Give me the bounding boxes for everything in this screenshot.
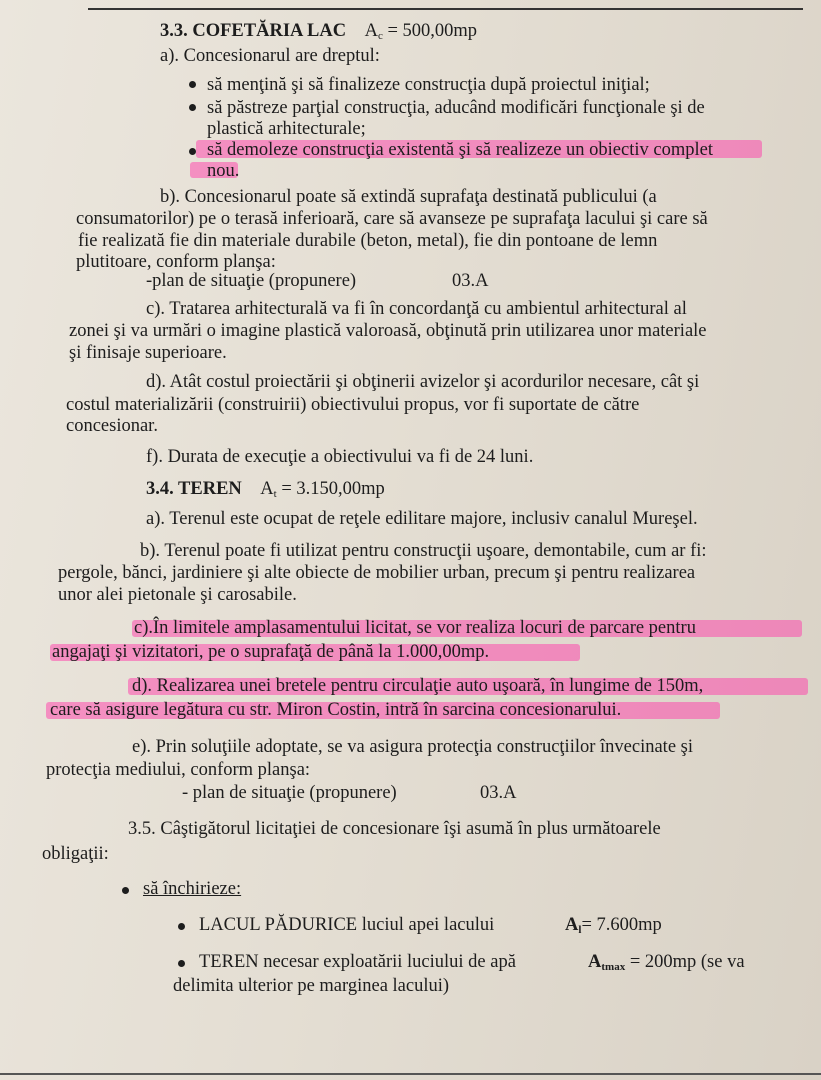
paragraph-line: b). Terenul poate fi utilizat pentru construcţii uşoare, demontabile, cum ar fi:: [140, 541, 707, 561]
rent-item-text: delimita ulterior pe marginea lacului): [173, 976, 450, 996]
bullet-icon: [178, 960, 185, 967]
paragraph-line: angajaţi şi vizitatori, pe o suprafaţă de până la 1.000,00mp.: [52, 642, 490, 662]
rent-item-text: LACUL PĂDURICE luciul apei lacului: [199, 915, 495, 935]
bullet-icon: [189, 148, 196, 155]
bullet-text: să păstreze parţial construcţia, aducând modificări funcţionale şi de: [207, 98, 705, 118]
paragraph-line: 3.5. Câştigătorul licitaţiei de concesionare îşi asumă în plus următoarele: [128, 819, 661, 839]
area-formula: $A_t = 3.150,00mp$: [260, 479, 385, 500]
paragraph-line: şi finisaje superioare.: [69, 343, 227, 363]
paragraph-line: plutitoare, conform planşa:: [76, 252, 276, 272]
paragraph-line: obligaţii:: [42, 844, 109, 864]
paragraph-line: consumatorilor) pe o terasă inferioară, care să avanseze pe suprafaţa lacului şi care să: [76, 209, 708, 229]
paragraph-line: e). Prin soluţiile adoptate, se va asigura protecţia construcţiilor învecinate şi: [132, 737, 693, 757]
bullet-text: plastică arhitecturale;: [207, 119, 366, 139]
section-heading-3-4: 3.4. TEREN $A_t = 3.150,00mp$: [146, 479, 385, 500]
paragraph-line: fie realizată fie din materiale durabile (beton, metal), fie din pontoane de lemn: [78, 231, 658, 251]
area-formula: $A_l= 7.600mp$: [565, 915, 662, 936]
paragraph-line: protecţia mediului, conform planşa:: [46, 760, 311, 780]
top-rule: [88, 8, 803, 10]
paragraph-line: costul materializării (construirii) obiectivului propus, vor fi suportate de către: [66, 395, 640, 415]
paragraph-line: d). Realizarea unei bretele pentru circulaţie auto uşoară, în lungime de 150m,: [132, 676, 704, 696]
bottom-rule: [0, 1073, 821, 1075]
plan-reference: -plan de situaţie (propunere): [146, 271, 357, 291]
plan-code: 03.A: [452, 271, 489, 291]
paragraph-line: a). Terenul este ocupat de reţele edilitare majore, inclusiv canalul Mureşel.: [146, 509, 698, 529]
rent-item-text: TEREN necesar exploatării luciului de apă: [199, 952, 516, 972]
paragraph-line: c).În limitele amplasamentului licitat, se vor realiza locuri de parcare pentru: [134, 618, 696, 638]
paragraph-line: d). Atât costul proiectării şi obţinerii avizelor şi acordurilor necesare, cât şi: [146, 372, 700, 392]
plan-code: 03.A: [480, 783, 517, 803]
section-heading-3-3: 3.3. COFETĂRIA LAC $A_c = 500,00mp$: [160, 21, 478, 42]
bullet-icon: [189, 81, 196, 88]
paragraph-line: zonei şi va urmări o imagine plastică valoroasă, obţinută prin utilizarea unor materiale: [69, 321, 707, 341]
paragraph-line: c). Tratarea arhitecturală va fi în concordanţă cu ambientul arhitectural al: [146, 299, 687, 319]
plan-reference: - plan de situaţie (propunere): [182, 783, 397, 803]
paragraph-line: f). Durata de execuţie a obiectivului va fi de 24 luni.: [146, 447, 534, 467]
rent-heading: să închirieze:: [143, 879, 242, 899]
bullet-icon: [122, 887, 129, 894]
paragraph-line: care să asigure legătura cu str. Miron Costin, intră în sarcina concesionarului.: [50, 700, 622, 720]
paragraph-line: concesionar.: [66, 416, 158, 436]
area-formula: $A_c = 500,00mp$: [364, 21, 478, 42]
bullet-text: să demoleze construcţia existentă şi să realizeze un obiectiv complet: [207, 140, 713, 160]
area-formula: $A_{tmax} = 200mp$ (se va: [588, 952, 745, 973]
bullet-text: nou.: [207, 161, 240, 181]
paragraph-line: pergole, bănci, jardiniere şi alte obiecte de mobilier urban, precum şi pentru realizarea: [58, 563, 696, 583]
paragraph-a-title: a). Concesionarul are dreptul:: [160, 46, 380, 66]
bullet-icon: [178, 923, 185, 930]
paragraph-line: b). Concesionarul poate să extindă suprafaţa destinată publicului (a: [160, 187, 657, 207]
paragraph-line: unor alei pietonale şi carosabile.: [58, 585, 297, 605]
bullet-text: să menţină şi să finalizeze construcţia după proiectul iniţial;: [207, 75, 650, 95]
bullet-icon: [189, 104, 196, 111]
